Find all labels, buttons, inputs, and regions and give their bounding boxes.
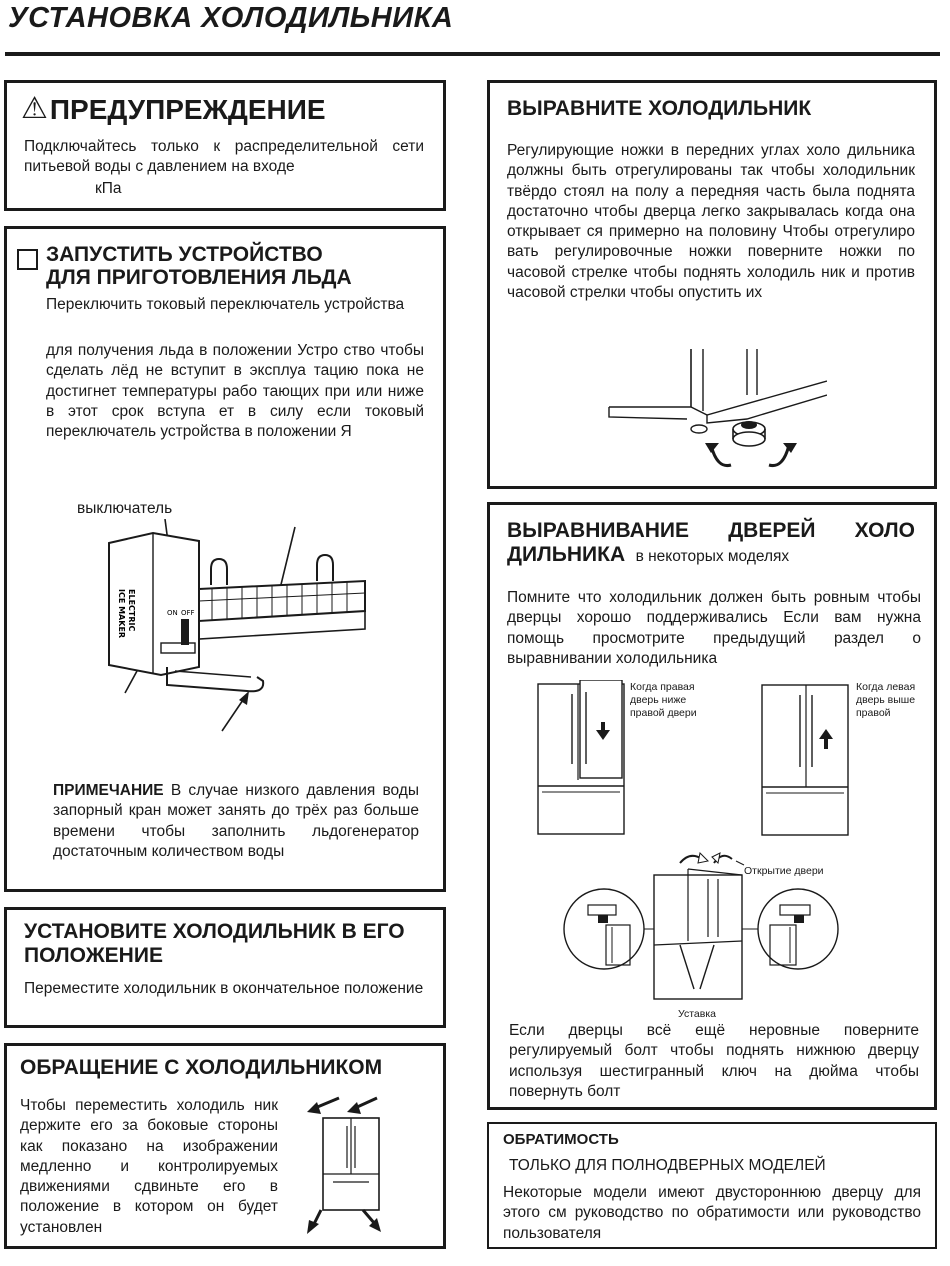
leveling-box <box>487 80 937 489</box>
device-text-1: ELECTRIC <box>127 589 136 632</box>
icemaker-note <box>53 781 419 862</box>
door-opening-label: Открытие двери <box>744 865 824 877</box>
handling-text: Чтобы переместить холодиль ник держите его за боковые стороны как показано на изображении медленно и контролируемых движениями сдвиньте его в положение в котором он будет установлен <box>20 1097 278 1236</box>
warning-unit: кПа <box>95 180 122 197</box>
install-text: Переместите холодильник в окончательное положение <box>24 980 424 997</box>
checklist-checkbox[interactable] <box>17 249 38 270</box>
on-label: ON <box>167 609 178 617</box>
switch-label: выключатель <box>77 500 173 517</box>
fridge-right-lower-illustration <box>534 680 626 840</box>
door-align-text-bottom: Если дверцы всё ещё неровные поверните регулируемый болт чтобы поднять нижнюю дверцу используя шестигранный ключ на дюйма чтобы повернуть болт <box>509 1022 919 1100</box>
install-box <box>4 907 446 1028</box>
caption-left: Когда правая дверь ниже правой двери <box>630 681 697 719</box>
warning-icon: ⚠ <box>21 92 48 125</box>
reversibility-box <box>487 1122 937 1249</box>
leveling-feet-illustration <box>607 347 827 477</box>
door-align-title-suffix: в некоторых моделях <box>635 548 790 565</box>
fridge-left-higher-illustration <box>760 683 852 843</box>
door-align-title-1: ВЫРАВНИВАНИЕ ДВЕРЕЙ ХОЛО <box>507 519 915 542</box>
icemaker-title-1: ЗАПУСТИТЬ УСТРОЙСТВО <box>46 243 323 266</box>
warning-box <box>4 80 446 211</box>
handling-title: ОБРАЩЕНИЕ С ХОЛОДИЛЬНИКОМ <box>20 1056 383 1079</box>
door-align-text: Помните что холодильник должен быть ровным чтобы дверцы хорошо поддерживались Если вам нужна помощь просмотрите предыдущий раздел о выравнивании холодильника <box>507 589 921 667</box>
title-rule <box>5 52 940 56</box>
handling-illustration <box>303 1090 403 1240</box>
icemaker-body: для получения льда в положении Устро ство чтобы сделать лёд не вступит в эксплуа тацию пока не достигнет температуры рабо тающих при или ниже в этот срок вступа ет в силу если токовый переключатель устройства в положении Я <box>46 342 424 441</box>
icemaker-title-2: ДЛЯ ПРИГОТОВЛЕНИЯ ЛЬДА <box>46 266 352 289</box>
note-label: ПРИМЕЧАНИЕ <box>53 782 164 799</box>
handling-box <box>4 1043 446 1249</box>
warning-title: ПРЕДУПРЕЖДЕНИЕ <box>49 93 326 125</box>
icemaker-illustration <box>87 519 387 739</box>
door-align-title-2-row <box>507 543 789 567</box>
device-text-2: ICE MAKER <box>117 589 126 639</box>
leveling-title: ВЫРАВНИТЕ ХОЛОДИЛЬНИК <box>507 97 812 120</box>
caption-right: Когда левая дверь выше правой <box>856 681 916 719</box>
door-align-title-2: ДИЛЬНИКА <box>507 543 626 566</box>
page-title: УСТАНОВКА ХОЛОДИЛЬНИКА <box>8 2 454 34</box>
warning-heading <box>21 93 326 125</box>
install-title: УСТАНОВИТЕ ХОЛОДИЛЬНИК В ЕГО ПОЛОЖЕНИЕ <box>24 920 405 967</box>
door-align-box <box>487 502 937 1110</box>
leveling-text: Регулирующие ножки в передних углах холо дильника должны быть отрегулированы так чтобы холодильник твёрдо стоял на полу а передняя часть была поднята достаточно чтобы дверца легко закрывалась когда она открывает ся примерно на половину Чтобы отрегулиро вать регулировочные ножки поверните ножки по часовой стрелке чтобы поднять холодиль ник и против часовой стрелки чтобы опустить их <box>507 142 915 302</box>
icemaker-lead: Переключить токовый переключатель устройства <box>46 296 405 313</box>
note-text: В случае низкого давления воды запорный кран может занять до трёх раз больше времени чтобы заполнить льдогенератор достаточным количеством воды <box>53 782 419 860</box>
warning-text: Подключайтесь только к распределительной сети питьевой воды с давлением на входе <box>24 138 424 176</box>
off-label: OFF <box>181 609 195 617</box>
icemaker-box <box>4 226 446 892</box>
reversibility-subtitle: ТОЛЬКО ДЛЯ ПОЛНОДВЕРНЫХ МОДЕЛЕЙ <box>509 1157 826 1174</box>
reversibility-text: Некоторые модели имеют двустороннюю дверцу для этого см руководство по обратимости или руководство пользователя <box>503 1184 921 1242</box>
reversibility-title: ОБРАТИМОСТЬ <box>503 1131 619 1148</box>
insert-label: Уставка <box>678 1008 716 1020</box>
